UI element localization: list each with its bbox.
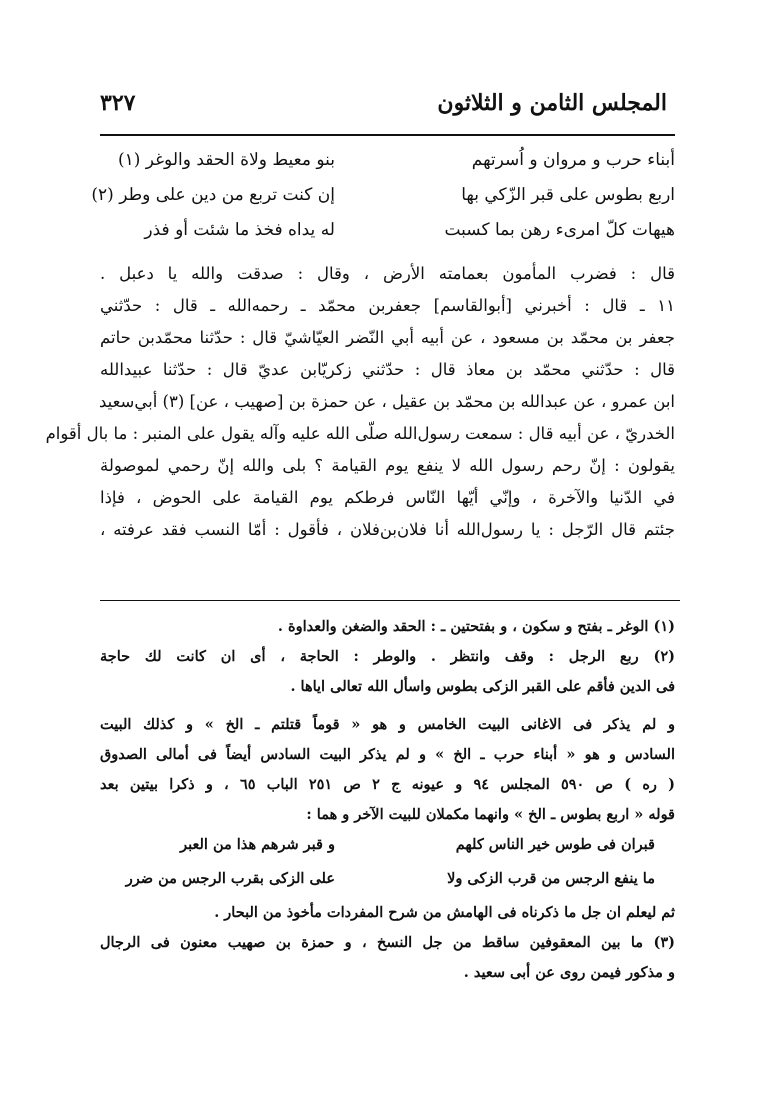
verse-hemistich-second: إن كنت تربع من دين على وطر (٢) — [91, 185, 335, 205]
footnote-verse-line — [100, 830, 675, 864]
body-line: ابن عمرو ، عن عبدالله بن محمّد بن عقيل ، عن حمزة بن [صهيب ، عن] (٣) أبي‌سعيد — [98, 392, 675, 411]
footnotes — [100, 612, 675, 988]
verse-hemistich-first: اربع بطوس على قبر الزّكي بها — [461, 185, 675, 205]
footnote-verse-second: و قبر شرهم هذا من العبر — [180, 836, 335, 853]
body-line: جعفر بن محمّد بن مسعود ، عن أبيه أبي النّضر العيّاشيّ قال : حدّثنا محمّدبن حاتم — [100, 328, 675, 347]
footnote-divider — [100, 600, 680, 601]
verse-hemistich-first: أبناء حرب و مروان و اُسرتهم — [471, 150, 675, 170]
footnote-note: السادس و هو « أبناء حرب ـ الخ » و لم يذكر البيت السادس أيضاً فى أمالى الصدوق — [100, 746, 675, 763]
footnote-note: و لم يذكر فى الاغانى البيت الخامس و هو « قوماً قتلتم ـ الخ » و كذلك البيت — [100, 716, 675, 733]
body-line: الخدريّ ، عن أبيه قال : سمعت رسول‌الله صلّى الله عليه وآله يقول على المنبر : ما بال أقوام — [45, 424, 675, 443]
header-divider — [100, 134, 675, 136]
footnote-1: (١) الوغر ـ بفتح و سكون ، و بفتحتين ـ : الحقد والضغن والعداوة . — [277, 618, 675, 635]
page-header — [100, 90, 667, 130]
page-title: المجلس الثامن و الثلاثون — [437, 90, 667, 116]
footnote-note: ( ره ) ص ٥٩٠ المجلس ٩٤ و عيونه ج ٢ ص ٢٥١ الباب ٦٥ ، و ذكرا بيتين بعد — [100, 776, 675, 793]
body-line: يقولون : إنّ رحم رسول الله لا ينفع يوم القيامة ؟ بلى والله إنّ رحمي لموصولة — [100, 456, 675, 475]
verse-line — [91, 181, 675, 216]
body-line: ١١ ـ قال : أخبرني [أبوالقاسم] جعفربن محمّد ـ رحمه‌الله ـ قال : حدّثني — [100, 296, 675, 315]
footnote-2: (٢) ربع الرجل : وقف وانتظر . والوطر : الحاجة ، أى ان كانت لك حاجة — [100, 648, 675, 665]
footnote-note: قوله « اربع بطوس ـ الخ » وانهما مكملان للبيت الآخر و هما : — [306, 806, 675, 823]
verse-line — [100, 216, 675, 251]
footnote-2-cont: فى الدين فأقم على القبر الزكى بطوس واسأل الله تعالى اياها . — [290, 678, 675, 695]
body-line: جئتم قال الرّجل : يا رسول‌الله أنا فلان‌بن‌فلان ، فأقول : أمّا النسب فقد عرفته ، — [100, 520, 675, 539]
body-line: في الدّنيا والآخرة ، وإنّي أيّها النّاس فرطكم يوم القيامة على الحوض ، فإذا — [100, 488, 675, 507]
footnote-verse-line — [100, 864, 675, 898]
verse-hemistich-second: له يداه فخذ ما شئت أو فذر — [144, 220, 335, 240]
page-number: ٣٢٧ — [100, 90, 136, 116]
verse-hemistich-first: هيهات كلّ امرىء رهن بما كسبت — [444, 220, 675, 240]
footnote-3: (٣) ما بين المعقوفين ساقط من جل النسخ ، و حمزة بن صهيب معنون فى الرجال — [100, 934, 675, 951]
verse-hemistich-second: بنو معيط ولاة الحقد والوغر (١) — [117, 150, 335, 170]
footnote-verse-first: قبران فى طوس خير الناس كلهم — [455, 836, 655, 853]
footnote-note-end: ثم ليعلم ان جل ما ذكرناه فى الهامش من شرح المفردات مأخوذ من البحار . — [214, 904, 675, 921]
footnote-verse-second: على الزكى بقرب الرجس من ضرر — [125, 870, 335, 887]
body-line: قال : فضرب المأمون بعمامته الأرض ، وقال : صدقت والله يا دعبل . — [100, 264, 675, 283]
body-line: قال : حدّثني محمّد بن معاذ قال : حدّثني زكريّابن عديّ قال : حدّثنا عبيدالله — [100, 360, 675, 379]
footnote-verse-first: ما ينفع الرجس من قرب الزكى ولا — [447, 870, 655, 887]
main-text — [45, 258, 675, 546]
poem-verses — [91, 146, 675, 251]
footnote-verses — [100, 830, 675, 898]
verse-line — [100, 146, 675, 181]
footnote-3-cont: و مذكور فيمن روى عن أبى سعيد . — [463, 964, 675, 981]
